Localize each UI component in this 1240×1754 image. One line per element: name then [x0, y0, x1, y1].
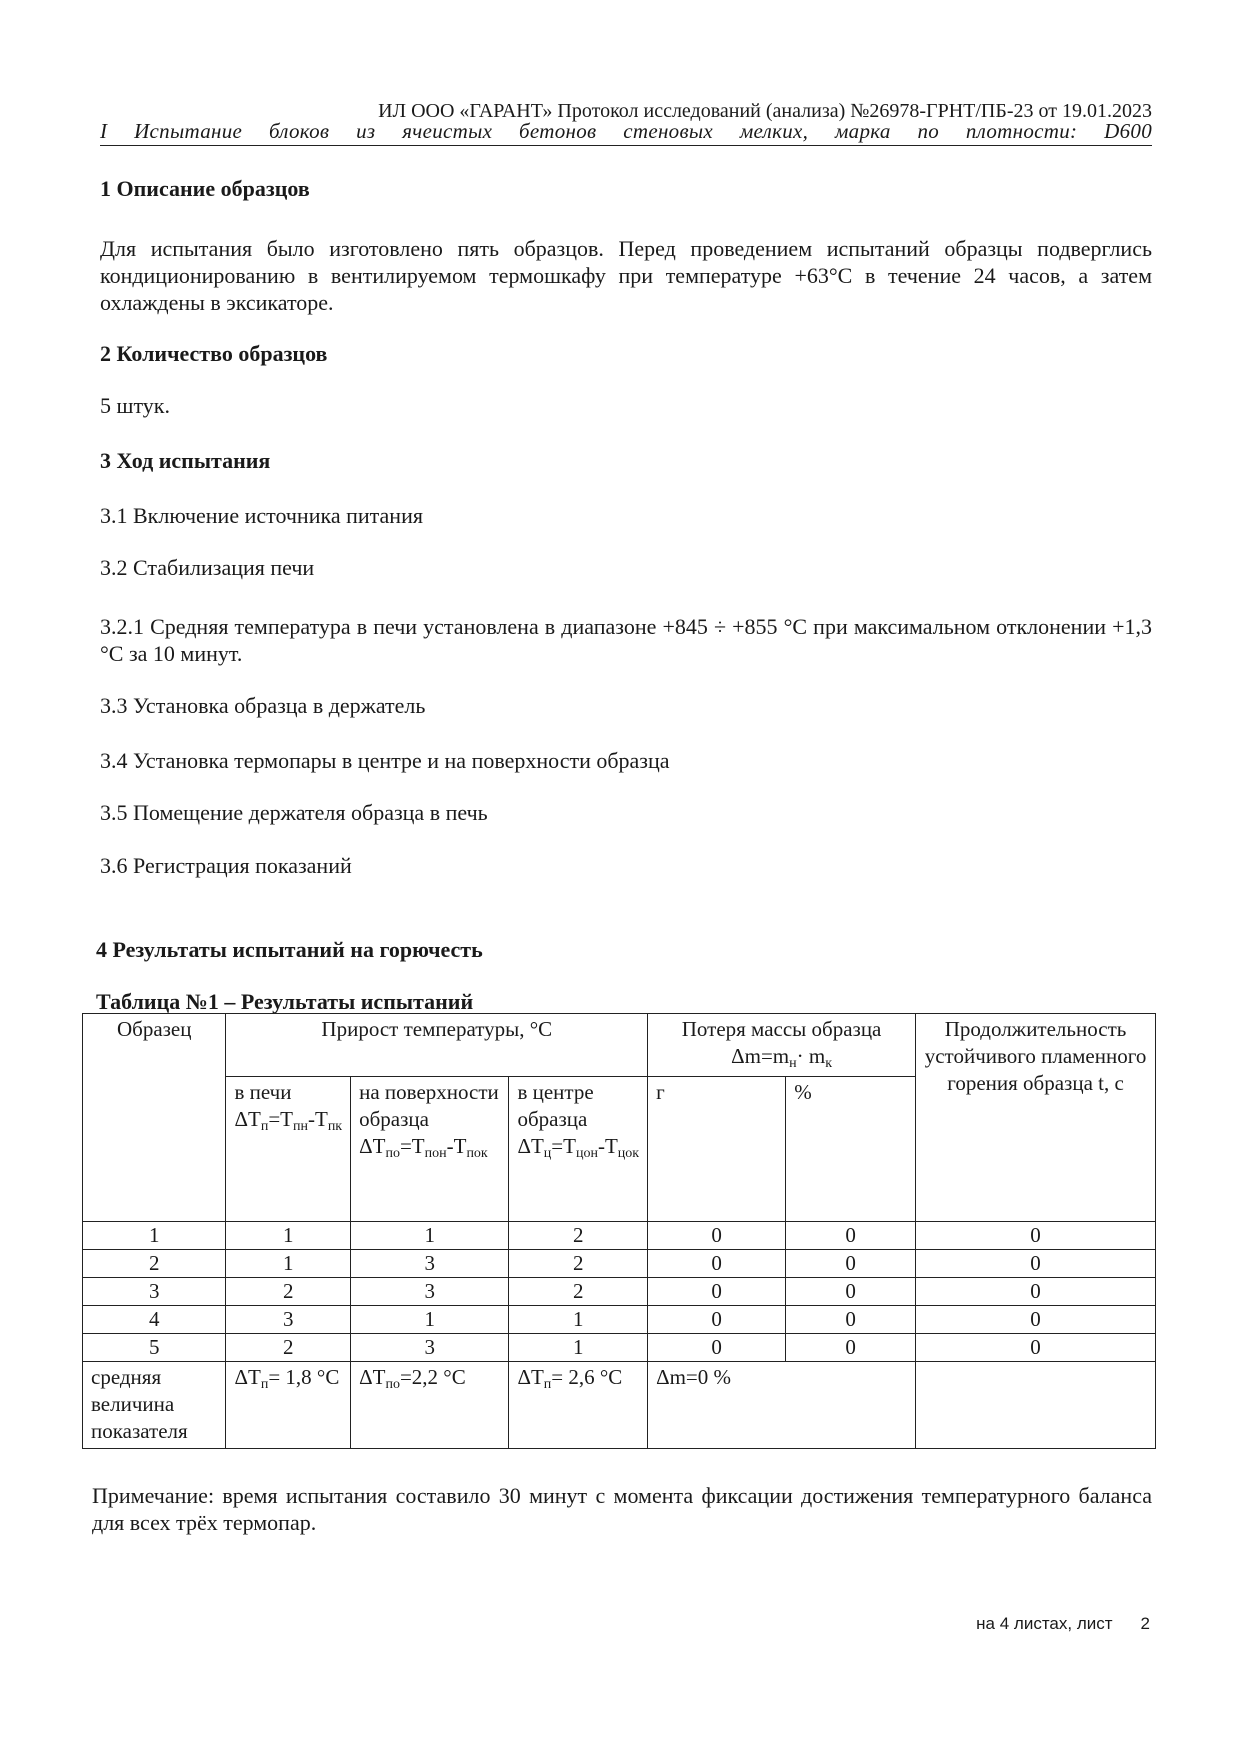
avg-duration [916, 1362, 1156, 1449]
header-sample: Образец [83, 1014, 226, 1222]
step-3-4: 3.4 Установка термопары в центре и на поверхности образца [100, 748, 670, 773]
protocol-header: ИЛ ООО «ГАРАНТ» Протокол исследований (анализа) №26978-ГРНТ/ПБ-23 от 19.01.2023 [378, 100, 1152, 122]
results-table [82, 1013, 1156, 1449]
page-number: 2 [1140, 1614, 1150, 1633]
test-subject-line: I Испытание блоков из ячеистых бетонов стеновых мелких, марка по плотности: D600 [100, 118, 1152, 146]
table-header-row [83, 1014, 1156, 1077]
step-3-3: 3.3 Установка образца в держатель [100, 693, 426, 718]
section-1-title: 1 Описание образцов [100, 176, 310, 201]
formula-center: $\Delta Т_ц=Т_{цон}-Т_{цок}$ [517, 1134, 640, 1161]
formula-oven: $\Delta Т_п=Т_{пн}-Т_{пк}$ [234, 1107, 343, 1134]
sheets-text: на 4 листах, лист [976, 1614, 1113, 1633]
section-2-text: 5 штук. [100, 393, 170, 418]
header-burning-duration: Продолжительность устойчивого пламенного горения образца t, с [916, 1014, 1156, 1222]
subheader-center: в центре образца $\Delta Т_ц=Т_{цон}-Т_{цок}$ [509, 1077, 648, 1222]
table-row: 2 1 3 2 0 0 0 [83, 1250, 1156, 1278]
table-row: 3 2 3 2 0 0 0 [83, 1278, 1156, 1306]
header-mass-loss [648, 1014, 916, 1077]
step-3-5: 3.5 Помещение держателя образца в печь [100, 800, 488, 825]
avg-mass: Δm=0 % [648, 1362, 916, 1449]
subheader-oven: в печи $\Delta Т_п=Т_{пн}-Т_{пк}$ [226, 1077, 351, 1222]
header-mass-loss-formula: $\Delta m=m_н\cdot m_к$ [731, 1044, 833, 1071]
avg-surface: $\Delta Т_{по}=2,2$ °С [351, 1362, 509, 1449]
avg-label: средняя величина показателя [83, 1362, 226, 1449]
subheader-mass-g: г [648, 1077, 786, 1222]
table-row: 5 2 3 1 0 0 0 [83, 1334, 1156, 1362]
step-3-2-1: 3.2.1 Средняя температура в печи установлена в диапазоне +845 ÷ +855 °С при максимальном отклонении +1,3 °С за 10 минут. [100, 614, 1152, 666]
step-3-1: 3.1 Включение источника питания [100, 503, 423, 528]
section-3-title: 3 Ход испытания [100, 448, 271, 473]
step-3-2: 3.2 Стабилизация печи [100, 555, 315, 580]
subheader-mass-pct: % [786, 1077, 916, 1222]
table-row: 4 3 1 1 0 0 0 [83, 1306, 1156, 1334]
table-title: Таблица №1 – Результаты испытаний [96, 989, 474, 1014]
avg-oven: $\Delta Т_п= 1,8$ °С [226, 1362, 351, 1449]
section-4-title: 4 Результаты испытаний на горючесть [96, 937, 483, 962]
section-1-text: Для испытания было изготовлено пять образцов. Перед проведением испытаний образцы подверглись кондиционированию в вентилируемом термошкафу при температуре +63°С в течение 24 часов, а затем охлаждены в эксикаторе. [100, 236, 1152, 315]
table-average-row [83, 1362, 1156, 1449]
table-row: 1 1 1 2 0 0 0 [83, 1222, 1156, 1250]
header-mass-loss-label: Потеря массы образца [681, 1017, 882, 1041]
subheader-surface: на поверхности образца $\Delta Т_{по}=Т_{пон}-Т_{пок}$ [351, 1077, 509, 1222]
step-3-6: 3.6 Регистрация показаний [100, 853, 352, 878]
section-2-title: 2 Количество образцов [100, 341, 328, 366]
avg-center: $\Delta Т_п= 2,6$ °С [509, 1362, 648, 1449]
header-temperature-rise: Прирост температуры, °С [226, 1014, 648, 1077]
formula-surface: $\Delta Т_{по}=Т_{пон}-Т_{пок}$ [359, 1134, 488, 1161]
page-footer [900, 1610, 1150, 1637]
table-note: Примечание: время испытания составило 30 минут с момента фиксации достижения температурного баланса для всех трёх термопар. [92, 1483, 1152, 1535]
